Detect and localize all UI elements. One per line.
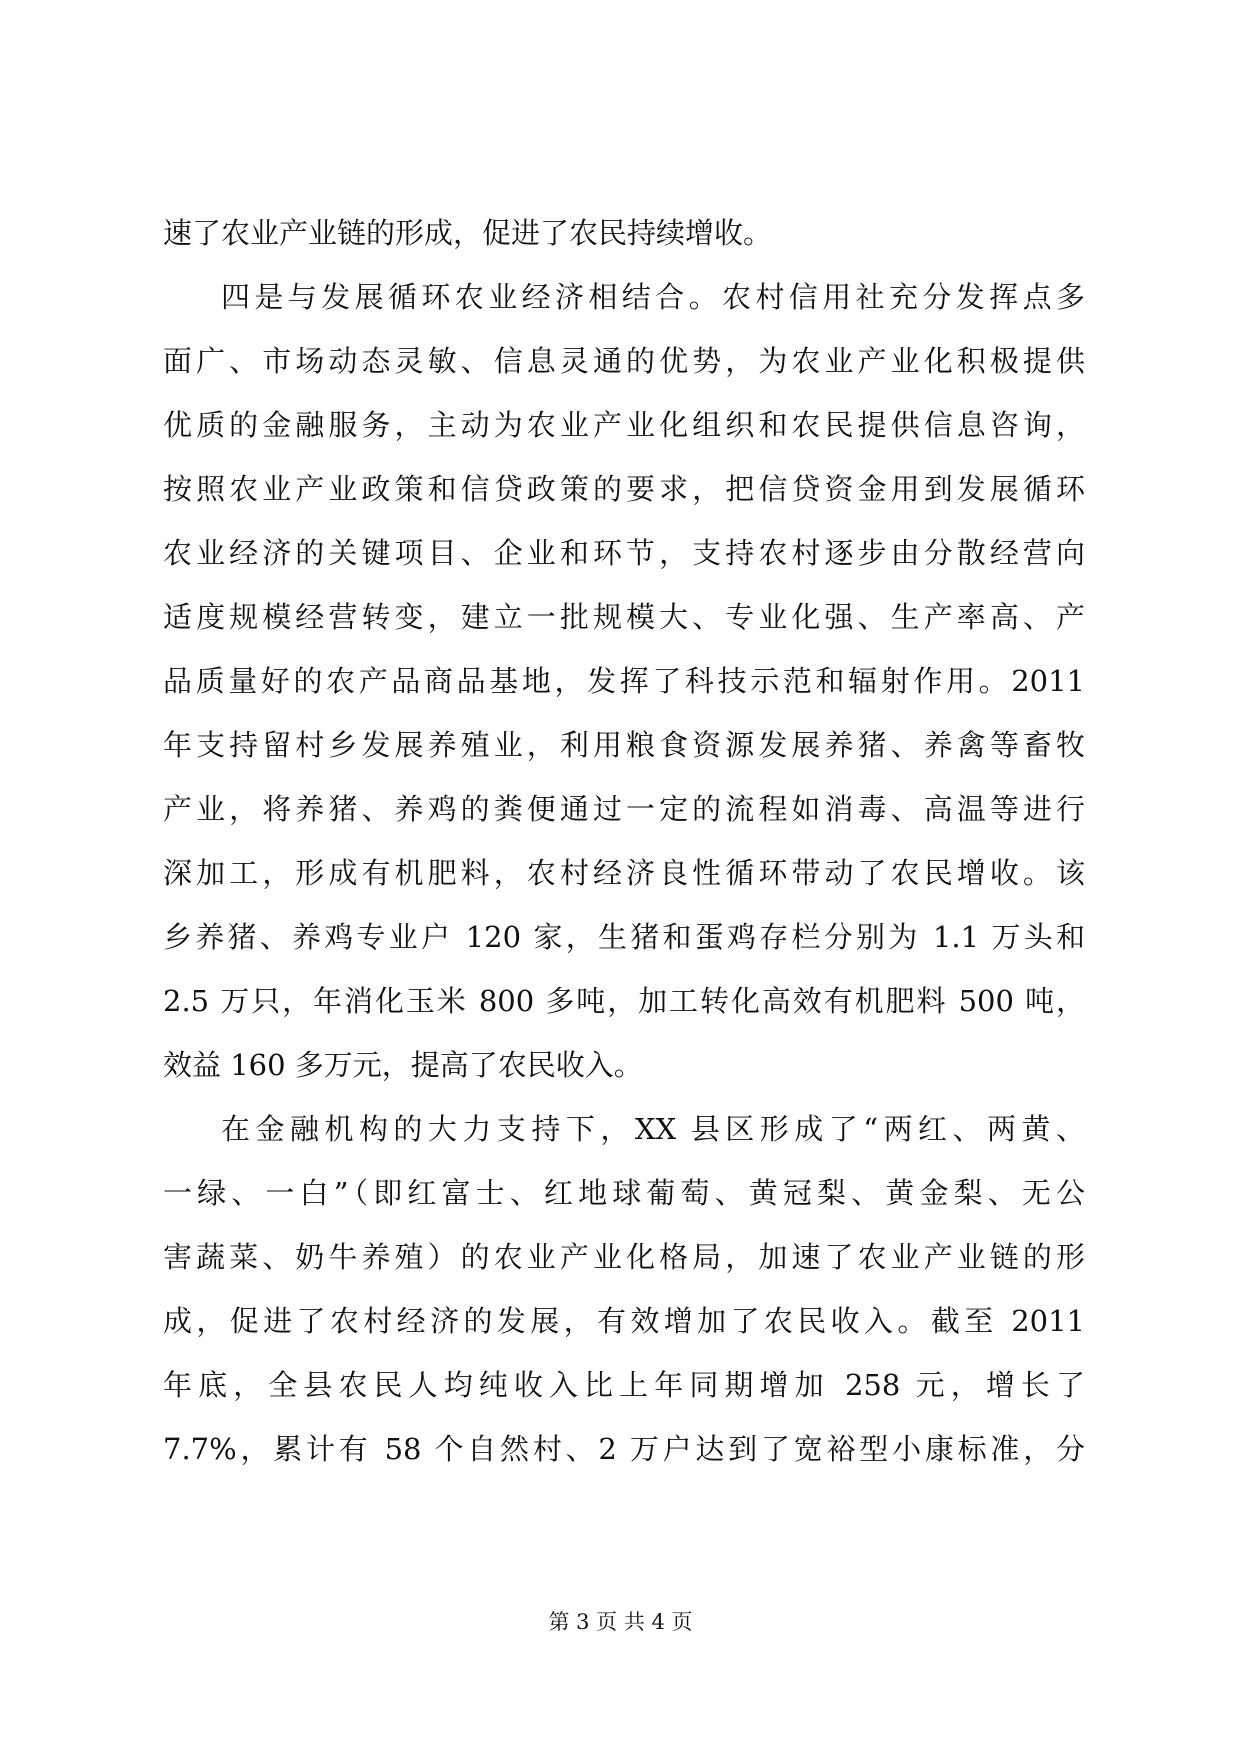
text-line: 乡养猪、养鸡专业户 120 家，生猪和蛋鸡存栏分别为 1.1 万头和 (163, 920, 1085, 954)
text-line: 年支持留村乡发展养殖业，利用粮食资源发展养猪、养禽等畜牧 (163, 728, 1085, 762)
text-line: 优质的金融服务，主动为农业产业化组织和农民提供信息咨询， (163, 408, 1085, 442)
text-line: 按照农业产业政策和信贷政策的要求，把信贷资金用到发展循环 (163, 472, 1085, 506)
text-line: 2.5 万只，年消化玉米 800 多吨，加工转化高效有机肥料 500 吨， (163, 984, 1085, 1018)
text-line: 在金融机构的大力支持下，XX 县区形成了“两红、两黄、 (221, 1112, 1085, 1146)
text-line: 7.7%，累计有 58 个自然村、2 万户达到了宽裕型小康标准，分 (163, 1432, 1085, 1466)
text-line: 一绿、一白”（即红富士、红地球葡萄、黄冠梨、黄金梨、无公 (163, 1176, 1085, 1210)
page-number-footer: 第 3 页 共 4 页 (548, 1610, 693, 1634)
body-text (163, 201, 1085, 1481)
text-line: 年底，全县农民人均纯收入比上年同期增加 258 元，增长了 (163, 1368, 1085, 1402)
text-line: 面广、市场动态灵敏、信息灵通的优势，为农业产业化积极提供 (163, 344, 1085, 378)
text-line: 品质量好的农产品商品基地，发挥了科技示范和辐射作用。2011 (163, 664, 1085, 698)
text-line: 农业经济的关键项目、企业和环节，支持农村逐步由分散经营向 (163, 536, 1085, 570)
text-line: 害蔬菜、奶牛养殖）的农业产业化格局，加速了农业产业链的形 (163, 1240, 1085, 1274)
text-line: 效益 160 多万元，提高了农民收入。 (163, 1048, 643, 1082)
text-line: 深加工，形成有机肥料，农村经济良性循环带动了农民增收。该 (163, 856, 1085, 890)
text-line: 产业，将养猪、养鸡的粪便通过一定的流程如消毒、高温等进行 (163, 792, 1085, 826)
text-line: 速了农业产业链的形成，促进了农民持续增收。 (163, 216, 773, 250)
text-line: 四是与发展循环农业经济相结合。农村信用社充分发挥点多 (221, 280, 1085, 314)
text-line: 成，促进了农村经济的发展，有效增加了农民收入。截至 2011 (163, 1304, 1085, 1338)
text-line: 适度规模经营转变，建立一批规模大、专业化强、生产率高、产 (163, 600, 1085, 634)
